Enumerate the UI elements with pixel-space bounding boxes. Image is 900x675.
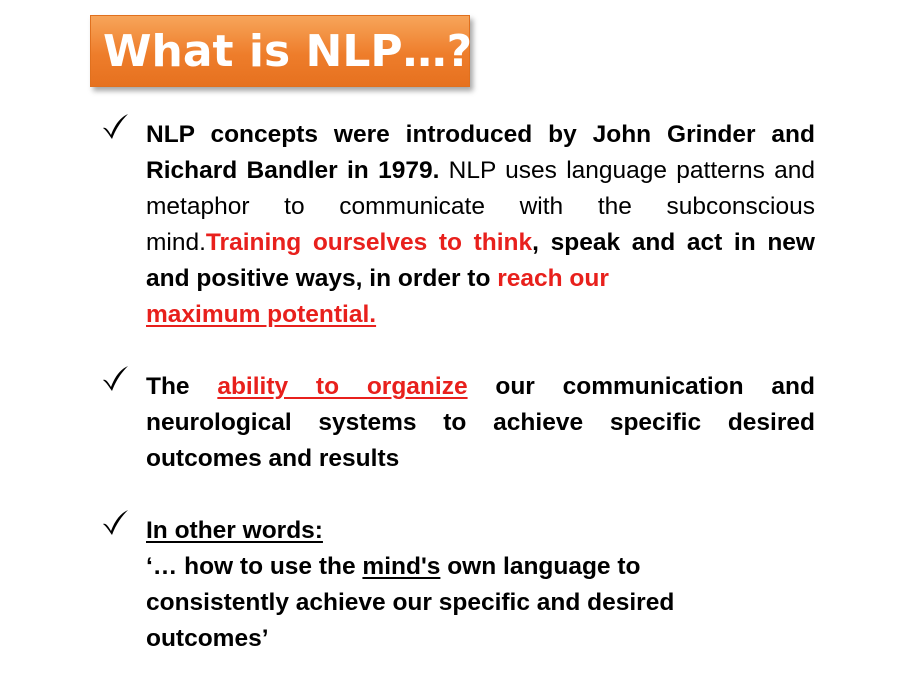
bullet-3-line-2: consistently achieve our specific and desired xyxy=(146,589,675,616)
bullet-3-line-3: outcomes’ xyxy=(146,625,269,652)
bullet-1-underlined-ending: maximum potential. xyxy=(146,301,377,328)
bullet-3-line-1-b: own language to xyxy=(440,553,641,580)
bullet-1-red-ending: reach our xyxy=(497,265,609,292)
bullet-3-heading: In other words: xyxy=(146,517,323,544)
bullet-1-red-phrase: Training ourselves to think xyxy=(205,229,533,256)
bullet-1-bold-intro: NLP concepts were introduced by John Grinder and Richard Bandler in 1979. xyxy=(146,121,815,184)
bullet-2-lead: The xyxy=(146,373,218,400)
bullet-3-line-1 xyxy=(146,549,815,585)
bullet-2-body: our communication and neurological systems to achieve specific desired outcomes and results xyxy=(146,373,815,472)
bullet-3-minds-underlined: mind's xyxy=(362,553,441,580)
bullet-1 xyxy=(146,117,815,333)
bullet-1-body: NLP uses language patterns and metaphor to communicate with the subconscious mind. xyxy=(146,157,815,256)
checkmark-icon xyxy=(100,364,130,394)
bullet-2 xyxy=(146,369,815,477)
bullet-2-red-phrase: ability to organize xyxy=(217,373,468,400)
slide-title: What is NLP…? xyxy=(103,26,473,77)
bullet-3-line-1-a: ‘… how to use the xyxy=(146,553,363,580)
checkmark-icon xyxy=(100,112,130,142)
slide-title-box xyxy=(90,15,473,87)
bullet-3 xyxy=(146,513,815,657)
checkmark-icon xyxy=(100,508,130,538)
bullet-1-bold-continuation: , speak and act in new and positive ways, in order to xyxy=(146,229,815,292)
